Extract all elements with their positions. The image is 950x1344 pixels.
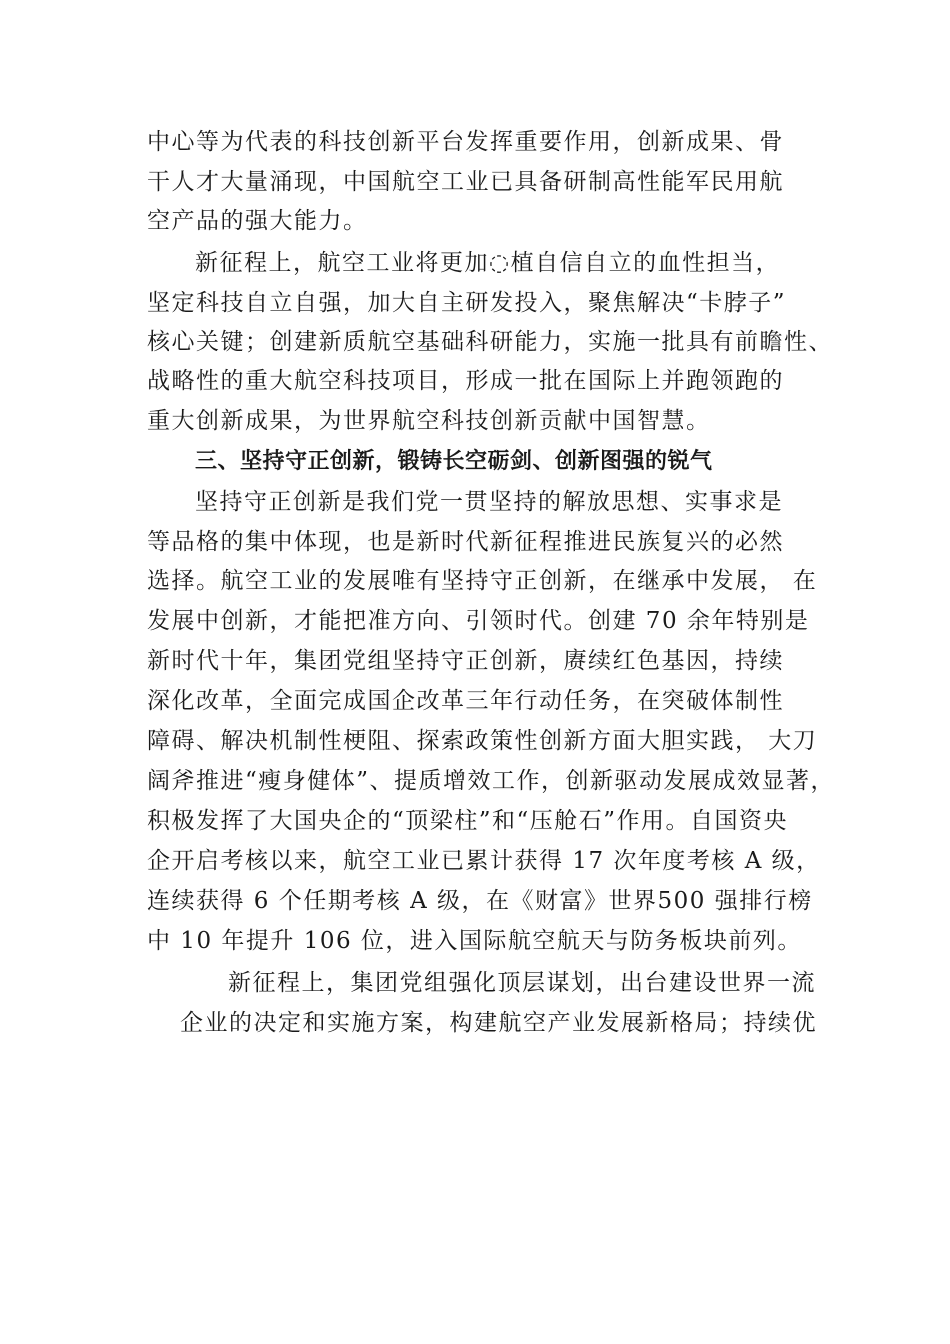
paragraph-line-3: 空产品的强大能力。 — [147, 208, 368, 234]
paragraph-line-14: 新时代十年，集团党组坚持守正创新，赓续红色基因，持续 — [147, 648, 784, 674]
paragraph-line-17: 阔斧推进“瘦身健体”、提质增效工作，创新驱动发展成效显著， — [147, 768, 836, 794]
paragraph-line-19: 企开启考核以来，航空工业已累计获得 17 次年度考核 A 级， — [147, 848, 821, 874]
paragraph-line-10: 坚持守正创新是我们党一贯坚持的解放思想、实事求是 — [195, 489, 783, 515]
paragraph-line-4: 新征程上，航空工业将更加◌植自信自立的血性担当， — [195, 250, 781, 276]
section-heading: 三、坚持守正创新，锻铸长空砺剑、创新图强的锐气 — [195, 449, 713, 474]
paragraph-line-20: 连续获得 6 个任期考核 A 级，在《财富》世界500 强排行榜 — [147, 888, 813, 914]
paragraph-line-15: 深化改革，全面完成国企改革三年行动任务，在突破体制性 — [147, 688, 784, 714]
paragraph-line-5: 坚定科技自立自强，加大自主研发投入，聚焦解决“卡脖子” — [147, 290, 787, 316]
paragraph-line-7: 战略性的重大航空科技项目，形成一批在国际上并跑领跑的 — [147, 368, 784, 394]
paragraph-line-11: 等品格的集中体现，也是新时代新征程推进民族复兴的必然 — [147, 529, 784, 555]
paragraph-line-16: 障碍、解决机制性梗阻、探索政策性创新方面大胆实践， 大刀 — [147, 728, 818, 754]
paragraph-line-18: 积极发挥了大国央企的“顶梁柱”和“压舱石”作用。自国资央 — [147, 808, 789, 834]
paragraph-line-12: 选择。航空工业的发展唯有坚持守正创新，在继承中发展， 在 — [147, 568, 818, 594]
paragraph-line-23: 企业的决定和实施方案，构建航空产业发展新格局；持续优 — [180, 1010, 817, 1036]
paragraph-line-6: 核心关键；创建新质航空基础科研能力，实施一批具有前瞻性、 — [147, 329, 833, 355]
paragraph-line-22: 新征程上，集团党组强化顶层谋划，出台建设世界一流 — [228, 970, 816, 996]
paragraph-line-13: 发展中创新，才能把准方向、引领时代。创建 70 余年特别是 — [147, 608, 810, 634]
paragraph-line-2: 干人才大量涌现，中国航空工业已具备研制高性能军民用航 — [147, 169, 784, 195]
paragraph-line-1: 中心等为代表的科技创新平台发挥重要作用，创新成果、骨 — [147, 129, 784, 155]
paragraph-line-8: 重大创新成果，为世界航空科技创新贡献中国智慧。 — [147, 408, 711, 434]
paragraph-line-21: 中 10 年提升 106 位，进入国际航空航天与防务板块前列。 — [147, 928, 802, 954]
